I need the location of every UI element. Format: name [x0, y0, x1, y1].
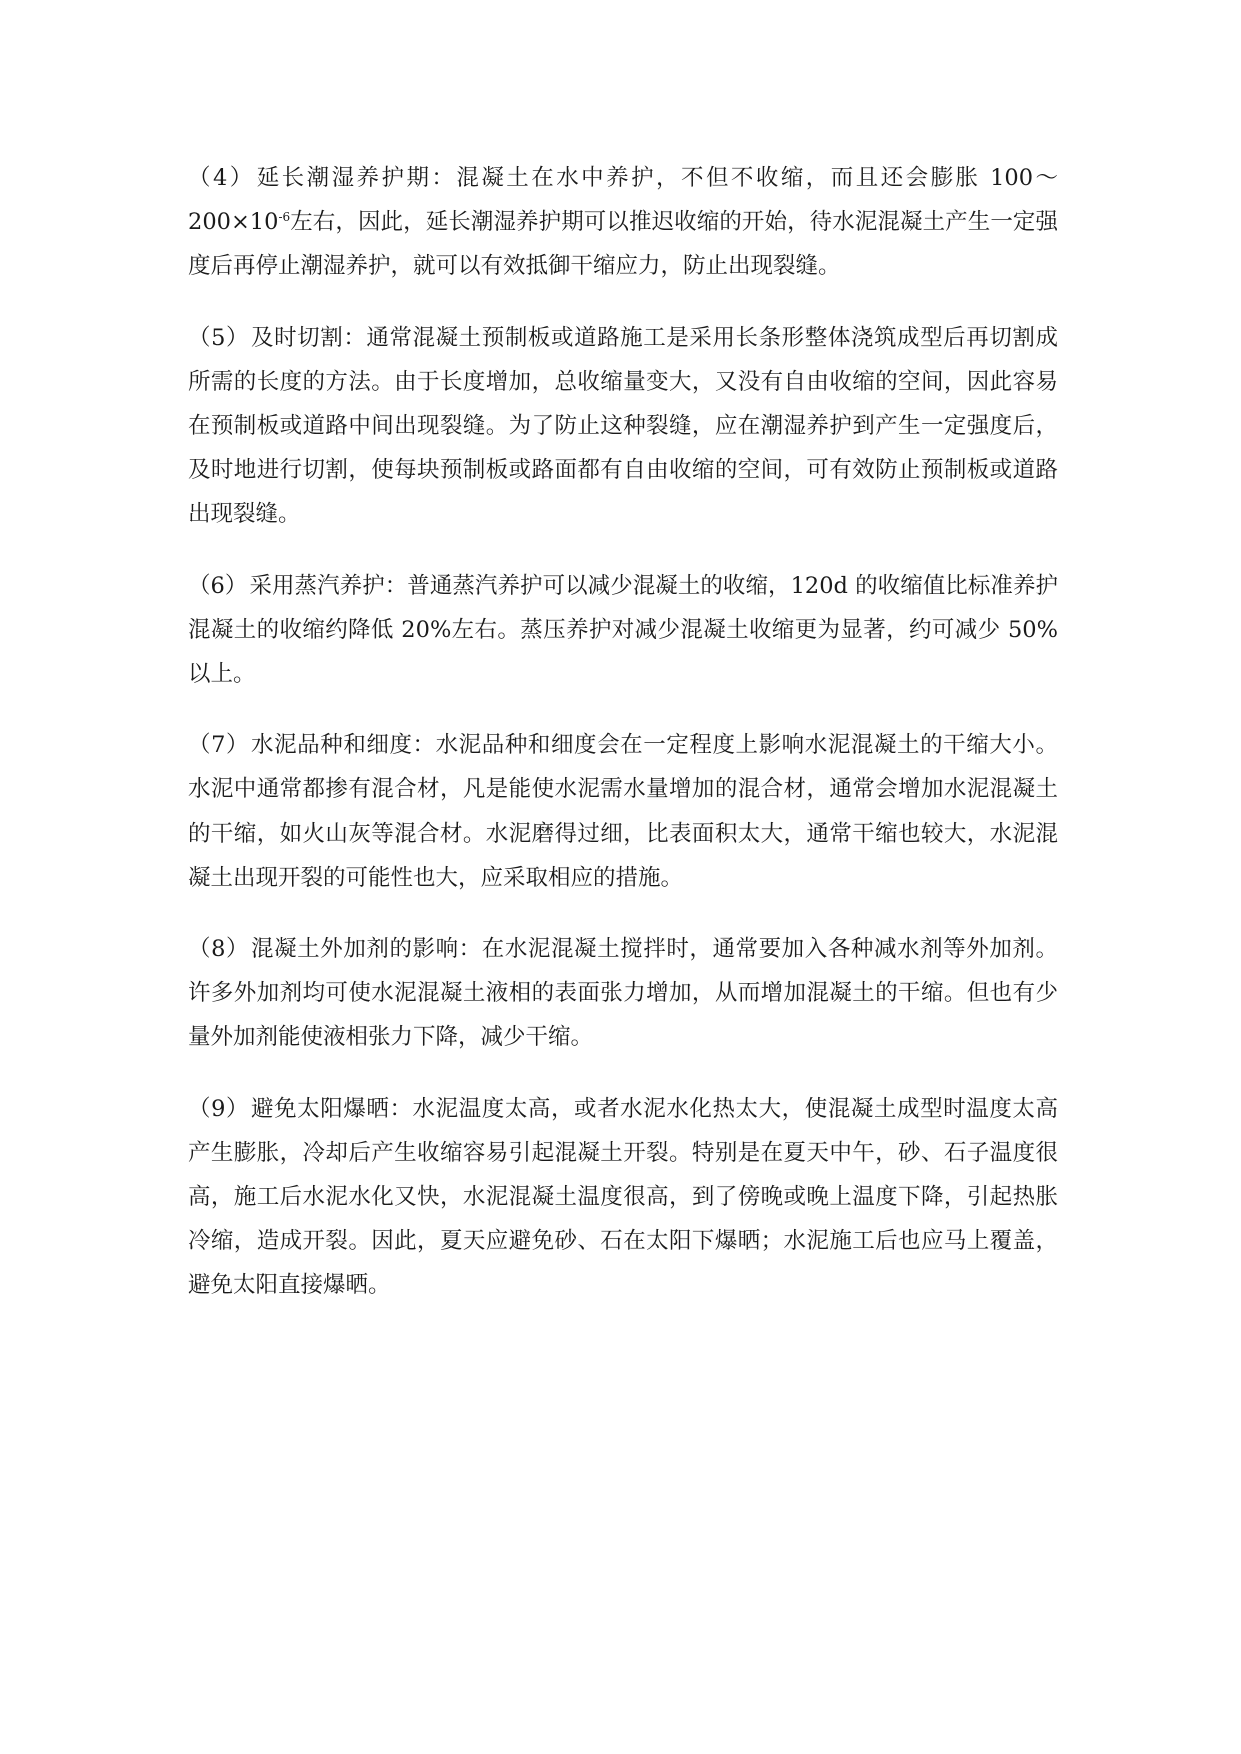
paragraph-text: 水泥品种和细度：水泥品种和细度会在一定程度上影响水泥混凝土的干缩大小。水泥中通常都掺有混合材，凡是能使水泥需水量增加的混合材，通常会增加水泥混凝土的干缩，如火山灰等混合材。水泥磨得过细，比表面积太大，通常干缩也较大，水泥混凝土出现开裂的可能性也大，应采取相应的措施。	[188, 732, 1058, 891]
paragraph-number: （5）	[188, 324, 250, 351]
paragraph-text: 采用蒸汽养护：普通蒸汽养护可以减少混凝土的收缩，120d 的收缩值比标准养护混凝土的收缩约降低 20%左右。蒸压养护对减少混凝土收缩更为显著，约可减少 50%以上。	[188, 572, 1058, 688]
paragraph-number: （9）	[188, 1095, 250, 1122]
paragraph-6	[188, 564, 1058, 697]
paragraph-text: 及时切割：通常混凝土预制板或道路施工是采用长条形整体浇筑成型后再切割成所需的长度的方法。由于长度增加，总收缩量变大，又没有自由收缩的空间，因此容易在预制板或道路中间出现裂缝。为了防止这种裂缝，应在潮湿养护到产生一定强度后，及时地进行切割，使每块预制板或路面都有自由收缩的空间，可有效防止预制板或道路出现裂缝。	[188, 324, 1058, 528]
paragraph-number: （8）	[188, 936, 250, 963]
superscript-exponent: -6	[278, 210, 291, 225]
paragraph-text: 延长潮湿养护期：混凝土在水中养护，不但不收缩，而且还会膨胀 100～200×10	[188, 165, 1058, 236]
paragraph-8	[188, 927, 1058, 1060]
paragraph-number: （6）	[188, 572, 248, 599]
document-body	[188, 156, 1058, 1335]
paragraph-4	[188, 156, 1058, 289]
paragraph-number: （7）	[188, 732, 250, 759]
paragraph-number: （4）	[188, 165, 255, 191]
paragraph-5	[188, 316, 1058, 537]
paragraph-text-continued: 左右，因此，延长潮湿养护期可以推迟收缩的开始，待水泥混凝土产生一定强度后再停止潮湿养护，就可以有效抵御干缩应力，防止出现裂缝。	[188, 209, 1058, 280]
paragraph-7	[188, 723, 1058, 900]
paragraph-9	[188, 1087, 1058, 1308]
paragraph-text: 混凝土外加剂的影响：在水泥混凝土搅拌时，通常要加入各种减水剂等外加剂。许多外加剂均可使水泥混凝土液相的表面张力增加，从而增加混凝土的干缩。但也有少量外加剂能使液相张力下降，减少干缩。	[188, 936, 1058, 1051]
paragraph-text: 避免太阳爆晒：水泥温度太高，或者水泥水化热太大，使混凝土成型时温度太高产生膨胀，冷却后产生收缩容易引起混凝土开裂。特别是在夏天中午，砂、石子温度很高，施工后水泥水化又快，水泥混凝土温度很高，到了傍晚或晚上温度下降，引起热胀冷缩，造成开裂。因此，夏天应避免砂、石在太阳下爆晒；水泥施工后也应马上覆盖，避免太阳直接爆晒。	[188, 1095, 1058, 1299]
